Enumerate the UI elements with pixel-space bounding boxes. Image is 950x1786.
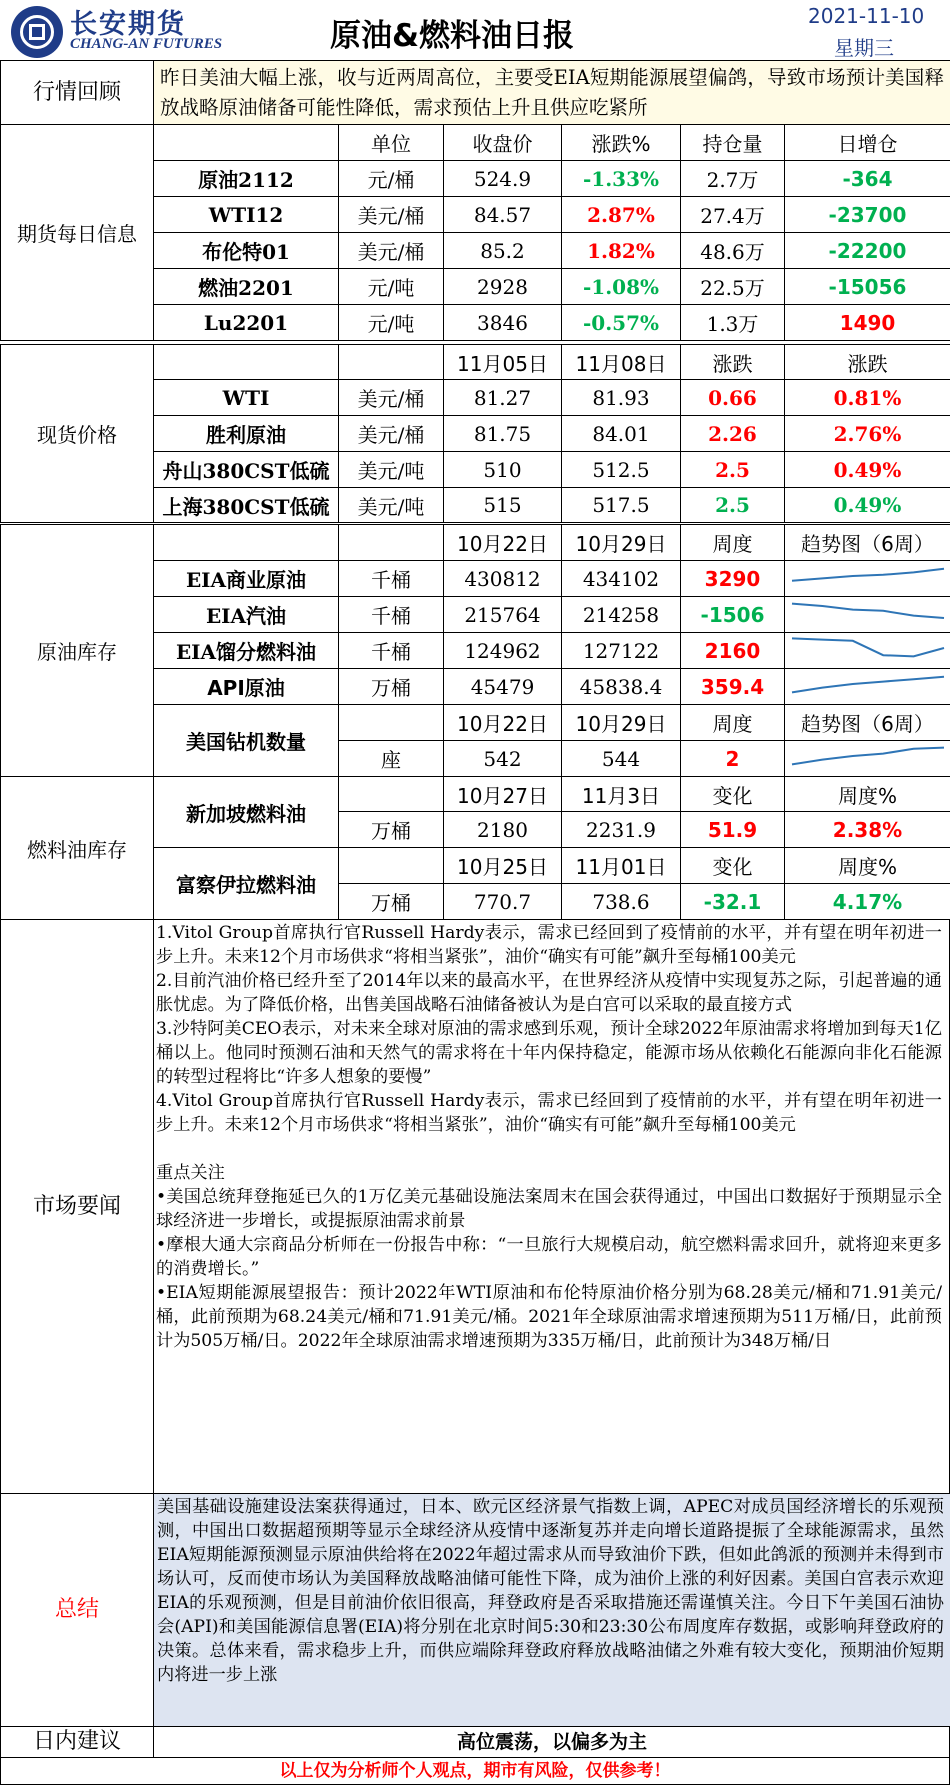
inventory-name: EIA商业原油	[154, 561, 339, 597]
open-interest: 22.5万	[681, 269, 785, 305]
oi-change: -364	[785, 161, 950, 197]
trend-sparkline-cell	[785, 561, 950, 597]
news-item: 3.沙特阿美CEO表示，对未来全球对原油的需求感到乐观，预计全球2022年原油需求将增加到每天1亿桶以上。他同时预测石油和天然气的需求将在十年内保持稳定，能源市场从依赖化石能源向非化石能源的转型过程将比“许多人想象的要慢”	[156, 1019, 942, 1087]
contract-unit: 美元/桶	[339, 197, 444, 233]
contract-name: WTI12	[154, 197, 339, 233]
rig-count-name: 美国钻机数量	[154, 705, 339, 777]
spot-change: 2.5	[681, 452, 785, 488]
futures-header-close: 收盘价	[444, 125, 562, 161]
change-pct: 1.82%	[562, 233, 681, 269]
focus-item: •EIA短期能源展望报告：预计2022年WTI原油和布伦特原油价格分别为68.28美元/桶和71.91美元/桶，此前预期为68.24美元/桶和71.91美元/桶。2021年全球原油需求增速预期为511万桶/日，此前预计为505万桶/日。2022年全球原油需求增速预期为335万桶/日，此前预计为348万桶/日	[156, 1283, 942, 1351]
rig-weekly-change: 2	[681, 741, 785, 777]
rig-value-2: 544	[562, 741, 681, 777]
focus-title: 重点关注	[156, 1163, 225, 1183]
fuel-label: 燃料油库存	[1, 777, 154, 920]
disclaimer-text: 以上仅为分析师个人观点，期市有风险，仅供参考！	[279, 1761, 671, 1781]
spot-label: 现货价格	[1, 345, 154, 523]
inventory-header-trend: 趋势图（6周）	[785, 525, 950, 561]
inventory-table	[0, 524, 950, 777]
spot-name: 胜利原油	[154, 416, 339, 452]
change-pct: -1.08%	[562, 269, 681, 305]
spot-unit: 美元/吨	[339, 488, 444, 523]
open-interest: 1.3万	[681, 305, 785, 341]
inventory-value-1: 430812	[444, 561, 562, 597]
inventory-weekly-change: -1506	[681, 597, 785, 633]
advice-text: 高位震荡，以偏多为主	[456, 1731, 647, 1753]
sg-fuel-name: 新加坡燃料油	[154, 777, 339, 848]
spot-price-1: 515	[444, 488, 562, 523]
spot-table	[0, 344, 950, 523]
inventory-weekly-change: 3290	[681, 561, 785, 597]
oi-change: 1490	[785, 305, 950, 341]
focus-item: •美国总统拜登拖延已久的1万亿美元基础设施法案周末在国会获得通过，中国出口数据好于预期显示全球经济进一步增长，或提振原油需求前景	[156, 1187, 942, 1231]
close-price: 3846	[444, 305, 562, 341]
trend-sparkline-cell	[785, 633, 950, 669]
sg-header-date1: 10月27日	[444, 777, 562, 812]
inventory-weekly-change: 359.4	[681, 669, 785, 705]
rig-value-1: 542	[444, 741, 562, 777]
inventory-unit: 万桶	[339, 669, 444, 705]
fj-value-1: 770.7	[444, 884, 562, 920]
inventory-header-date1: 10月22日	[444, 525, 562, 561]
review-text: 昨日美油大幅上涨，收与近两周高位，主要受EIA短期能源展望偏鸽，导致市场预计美国释放战略原油储备可能性降低，需求预估上升且供应吃紧所	[154, 61, 950, 124]
inventory-unit: 千桶	[339, 597, 444, 633]
inventory-value-2: 214258	[562, 597, 681, 633]
company-logo	[11, 6, 63, 58]
spot-price-1: 510	[444, 452, 562, 488]
sg-value-2: 2231.9	[562, 812, 681, 848]
review-section	[0, 60, 950, 124]
summary-section	[0, 1494, 950, 1727]
inventory-value-2: 45838.4	[562, 669, 681, 705]
contract-name: Lu2201	[154, 305, 339, 341]
fj-unit: 万桶	[339, 884, 444, 920]
close-price: 2928	[444, 269, 562, 305]
trend-sparkline	[789, 561, 947, 591]
inventory-value-2: 127122	[562, 633, 681, 669]
fuel-inventory-table	[0, 776, 950, 920]
report-weekday: 星期三	[834, 36, 894, 60]
inventory-label: 原油库存	[1, 525, 154, 777]
spot-header-date2: 11月08日	[562, 345, 681, 380]
fj-header-change: 变化	[681, 848, 785, 884]
sparkline-trend-line	[792, 569, 944, 581]
fj-change: -32.1	[681, 884, 785, 920]
futures-header-oi-change: 日增仓	[785, 125, 950, 161]
spot-price-2: 517.5	[562, 488, 681, 523]
fj-header-date2: 11月01日	[562, 848, 681, 884]
close-price: 85.2	[444, 233, 562, 269]
sg-header-pct: 周度%	[785, 777, 950, 812]
fj-fuel-name: 富察伊拉燃料油	[154, 848, 339, 920]
close-price: 524.9	[444, 161, 562, 197]
news-label: 市场要闻	[1, 920, 154, 1493]
inventory-value-2: 434102	[562, 561, 681, 597]
spot-header-change-pct: 涨跌	[785, 345, 950, 380]
fj-value-2: 738.6	[562, 884, 681, 920]
spot-header-change: 涨跌	[681, 345, 785, 380]
summary-label: 总结	[1, 1494, 154, 1726]
spot-name: 舟山380CST低硫	[154, 452, 339, 488]
inventory-name: EIA馏分燃料油	[154, 633, 339, 669]
contract-unit: 元/桶	[339, 161, 444, 197]
company-name-en: CHANG-AN FUTURES	[70, 36, 223, 52]
contract-name: 原油2112	[154, 161, 339, 197]
futures-header-change: 涨跌%	[562, 125, 681, 161]
oi-change: -23700	[785, 197, 950, 233]
contract-unit: 元/吨	[339, 269, 444, 305]
trend-sparkline	[789, 633, 947, 663]
sg-header-date2: 11月3日	[562, 777, 681, 812]
futures-header-unit: 单位	[339, 125, 444, 161]
futures-label: 期货每日信息	[1, 125, 154, 341]
inventory-value-1: 215764	[444, 597, 562, 633]
rig-unit: 座	[339, 741, 444, 777]
review-label: 行情回顾	[1, 61, 154, 124]
sg-unit: 万桶	[339, 812, 444, 848]
report-date: 2021-11-10	[808, 4, 925, 28]
spot-unit: 美元/桶	[339, 380, 444, 416]
open-interest: 2.7万	[681, 161, 785, 197]
trend-sparkline	[789, 669, 947, 699]
spot-unit: 美元/吨	[339, 452, 444, 488]
trend-sparkline	[789, 597, 947, 627]
header	[0, 0, 950, 60]
inventory-unit: 千桶	[339, 561, 444, 597]
rig-header-weekly: 周度	[681, 705, 785, 741]
trend-sparkline-cell	[785, 741, 950, 777]
change-pct: -0.57%	[562, 305, 681, 341]
inventory-unit: 千桶	[339, 633, 444, 669]
advice-label: 日内建议	[1, 1727, 154, 1757]
sparkline-trend-line	[792, 604, 944, 618]
company-name-cn: 长安期货	[70, 9, 186, 40]
inventory-value-1: 124962	[444, 633, 562, 669]
open-interest: 27.4万	[681, 197, 785, 233]
change-pct: 2.87%	[562, 197, 681, 233]
report-title: 原油&燃料油日报	[330, 18, 575, 54]
spot-change: 2.5	[681, 488, 785, 523]
spot-change-pct: 0.49%	[785, 452, 950, 488]
close-price: 84.57	[444, 197, 562, 233]
trend-sparkline	[789, 741, 947, 771]
trend-sparkline-cell	[785, 597, 950, 633]
spot-price-1: 81.27	[444, 380, 562, 416]
spot-name: WTI	[154, 380, 339, 416]
sparkline-trend-line	[792, 748, 944, 765]
sg-header-change: 变化	[681, 777, 785, 812]
fj-header-pct: 周度%	[785, 848, 950, 884]
contract-unit: 元/吨	[339, 305, 444, 341]
trend-sparkline-cell	[785, 669, 950, 705]
sparkline-trend-line	[792, 677, 944, 693]
news-item: 4.Vitol Group首席执行官Russell Hardy表示，需求已经回到了疫情前的水平，并有望在明年初进一步上升。未来12个月市场供求“将相当紧张”，油价“确实有可能”飙升至每桶100美元	[156, 1091, 942, 1135]
news-body	[156, 921, 942, 1353]
oi-change: -22200	[785, 233, 950, 269]
advice-section	[0, 1727, 950, 1758]
summary-text: 美国基础设施建设法案获得通过，日本、欧元区经济景气指数上调，APEC对成员国经济增长的乐观预测，中国出口数据超预期等显示全球经济从疫情中逐渐复苏并走向增长道路提振了全球能源需求，虽然EIA短期能源预测显示原油供给将在2022年超过需求从而导致油价下跌，但如此鸽派的预测并未得到市场认可，反而使市场认为美国释放战略油储可能性下降，成为油价上涨的利好因素。美国白宫表示欢迎EIA的乐观预测，但是目前油价依旧很高，拜登政府是否采取措施还需谨慎关注。今日下午美国石油协会(API)和美国能源信息署(EIA)将分别在北京时间5:30和23:30公布周度库存数据，或影响拜登政府的决策。总体来看，需求稳步上升，而供应端除拜登政府释放战略油储之外难有较大变化，预期油价短期内将进一步上涨	[154, 1494, 950, 1726]
sg-change: 51.9	[681, 812, 785, 848]
spot-price-2: 81.93	[562, 380, 681, 416]
spot-change-pct: 0.49%	[785, 488, 950, 523]
spot-unit: 美元/桶	[339, 416, 444, 452]
inventory-header-date2: 10月29日	[562, 525, 681, 561]
change-pct: -1.33%	[562, 161, 681, 197]
spot-header-date1: 11月05日	[444, 345, 562, 380]
spot-change-pct: 0.81%	[785, 380, 950, 416]
sg-value-1: 2180	[444, 812, 562, 848]
spot-price-1: 81.75	[444, 416, 562, 452]
fj-header-date1: 10月25日	[444, 848, 562, 884]
sparkline-trend-line	[792, 638, 944, 656]
spot-price-2: 84.01	[562, 416, 681, 452]
spot-change-pct: 2.76%	[785, 416, 950, 452]
rig-header-trend: 趋势图（6周）	[785, 705, 950, 741]
rig-header-date2: 10月29日	[562, 705, 681, 741]
futures-header-oi: 持仓量	[681, 125, 785, 161]
contract-name: 布伦特01	[154, 233, 339, 269]
news-item: 1.Vitol Group首席执行官Russell Hardy表示，需求已经回到了疫情前的水平，并有望在明年初进一步上升。未来12个月市场供求“将相当紧张”，油价“确实有可能”飙升至每桶100美元	[156, 923, 942, 967]
open-interest: 48.6万	[681, 233, 785, 269]
spot-price-2: 512.5	[562, 452, 681, 488]
inventory-weekly-change: 2160	[681, 633, 785, 669]
contract-name: 燃油2201	[154, 269, 339, 305]
futures-table	[0, 124, 950, 341]
spot-change: 0.66	[681, 380, 785, 416]
spot-change: 2.26	[681, 416, 785, 452]
sg-change-pct: 2.38%	[785, 812, 950, 848]
focus-item: •摩根大通大宗商品分析师在一份报告中称：“一旦旅行大规模启动，航空燃料需求回升，就将迎来更多的消费增长。”	[156, 1235, 942, 1279]
fj-change-pct: 4.17%	[785, 884, 950, 920]
oi-change: -15056	[785, 269, 950, 305]
rig-header-date1: 10月22日	[444, 705, 562, 741]
news-item: 2.目前汽油价格已经升至了2014年以来的最高水平，在世界经济从疫情中实现复苏之际，引起普遍的通胀忧虑。为了降低价格，出售美国战略石油储备被认为是白宫可以采取的最直接方式	[156, 971, 942, 1015]
spot-name: 上海380CST低硫	[154, 488, 339, 523]
inventory-name: API原油	[154, 669, 339, 705]
inventory-name: EIA汽油	[154, 597, 339, 633]
inventory-value-1: 45479	[444, 669, 562, 705]
contract-unit: 美元/桶	[339, 233, 444, 269]
inventory-header-weekly: 周度	[681, 525, 785, 561]
disclaimer	[0, 1758, 950, 1785]
news-section	[0, 919, 950, 1494]
